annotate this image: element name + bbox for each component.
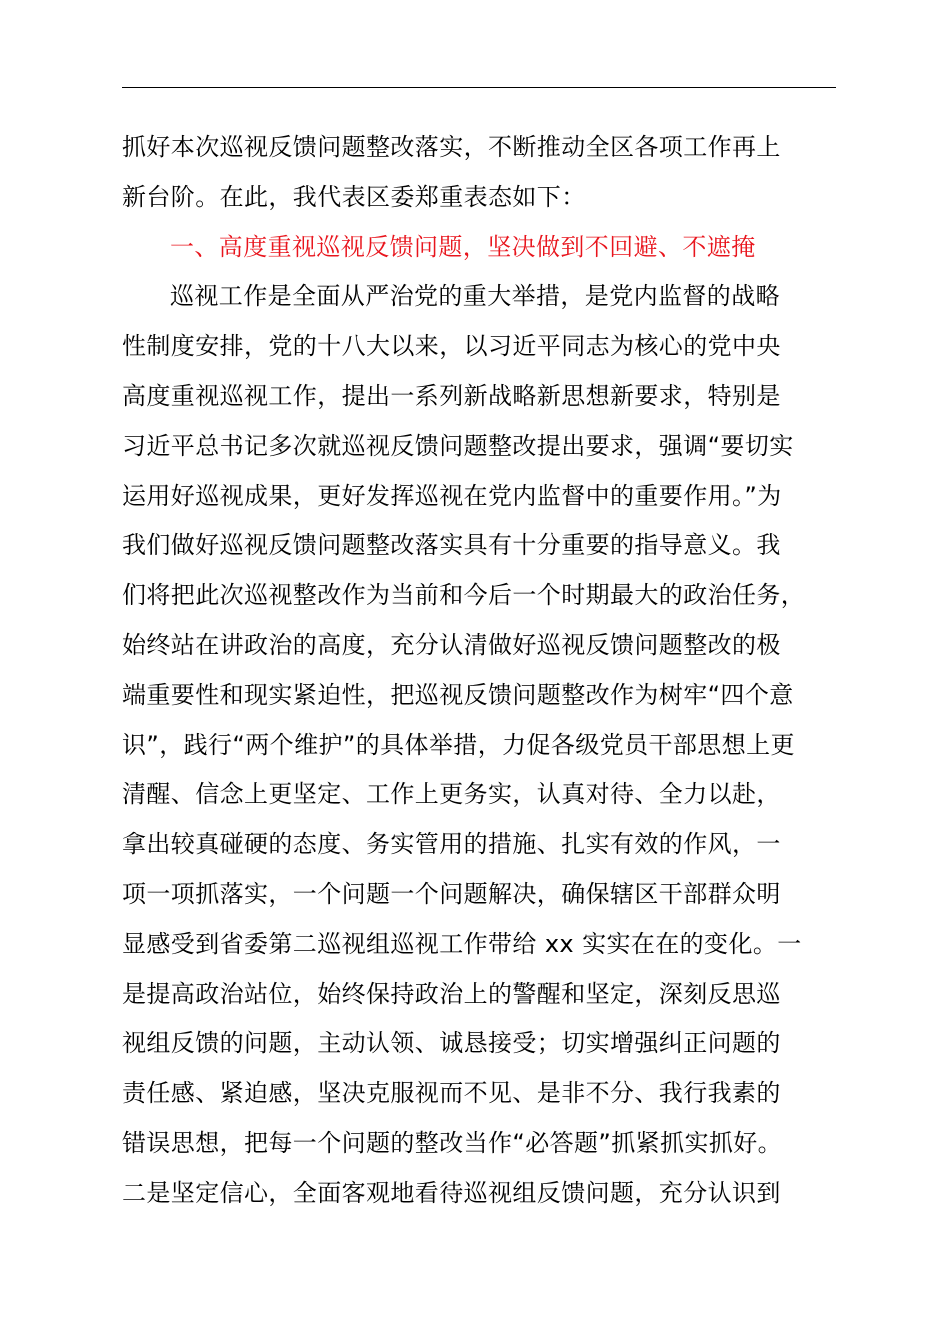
body-text xyxy=(122,123,882,1219)
paragraph-first-line: 巡视工作是全面从严治党的重大举措，是党内监督的战略 xyxy=(170,282,780,311)
text-line: 端重要性和现实紧迫性，把巡视反馈问题整改作为树牢“四个意 xyxy=(122,680,794,709)
text-line: 是提高政治站位，始终保持政治上的警醒和坚定，深刻反思巡 xyxy=(122,979,781,1008)
text-line: 项一项抓落实，一个问题一个问题解决，确保辖区干部群众明 xyxy=(122,879,781,908)
text-line: 错误思想，把每一个问题的整改当作“必答题”抓紧抓实抓好。 xyxy=(122,1128,783,1157)
text-line: 显感受到省委第二巡视组巡视工作带给 xx 实实在在的变化。一 xyxy=(122,929,802,958)
section-heading: 一、高度重视巡视反馈问题，坚决做到不回避、不遮掩 xyxy=(170,232,756,261)
text-line: 新台阶。在此，我代表区委郑重表态如下： xyxy=(122,182,586,211)
text-line: 们将把此次巡视整改作为当前和今后一个时期最大的政治任务， xyxy=(122,581,806,610)
text-line: 习近平总书记多次就巡视反馈问题整改提出要求，强调“要切实 xyxy=(122,431,794,460)
header-rule xyxy=(122,87,836,88)
text-line: 清醒、信念上更坚定、工作上更务实，认真对待、全力以赴， xyxy=(122,780,781,809)
text-line: 责任感、紧迫感，坚决克服视而不见、是非不分、我行我素的 xyxy=(122,1079,781,1108)
text-line: 抓好本次巡视反馈问题整改落实，不断推动全区各项工作再上 xyxy=(122,133,781,161)
text-line: 高度重视巡视工作，提出一系列新战略新思想新要求，特别是 xyxy=(122,381,781,410)
text-line: 我们做好巡视反馈问题整改落实具有十分重要的指导意义。我 xyxy=(122,531,781,560)
text-line: 运用好巡视成果，更好发挥巡视在党内监督中的重要作用。”为 xyxy=(122,481,782,510)
text-line: 二是坚定信心，全面客观地看待巡视组反馈问题，充分认识到 xyxy=(122,1178,781,1207)
text-line: 视组反馈的问题，主动认领、诚恳接受；切实增强纠正问题的 xyxy=(122,1029,781,1058)
text-line: 拿出较真碰硬的态度、务实管用的措施、扎实有效的作风，一 xyxy=(122,830,781,859)
text-line: 性制度安排，党的十八大以来，以习近平同志为核心的党中央 xyxy=(122,332,781,361)
text-line: 始终站在讲政治的高度，充分认清做好巡视反馈问题整改的极 xyxy=(122,630,781,659)
text-line: 识”，践行“两个维护”的具体举措，力促各级党员干部思想上更 xyxy=(122,730,795,759)
